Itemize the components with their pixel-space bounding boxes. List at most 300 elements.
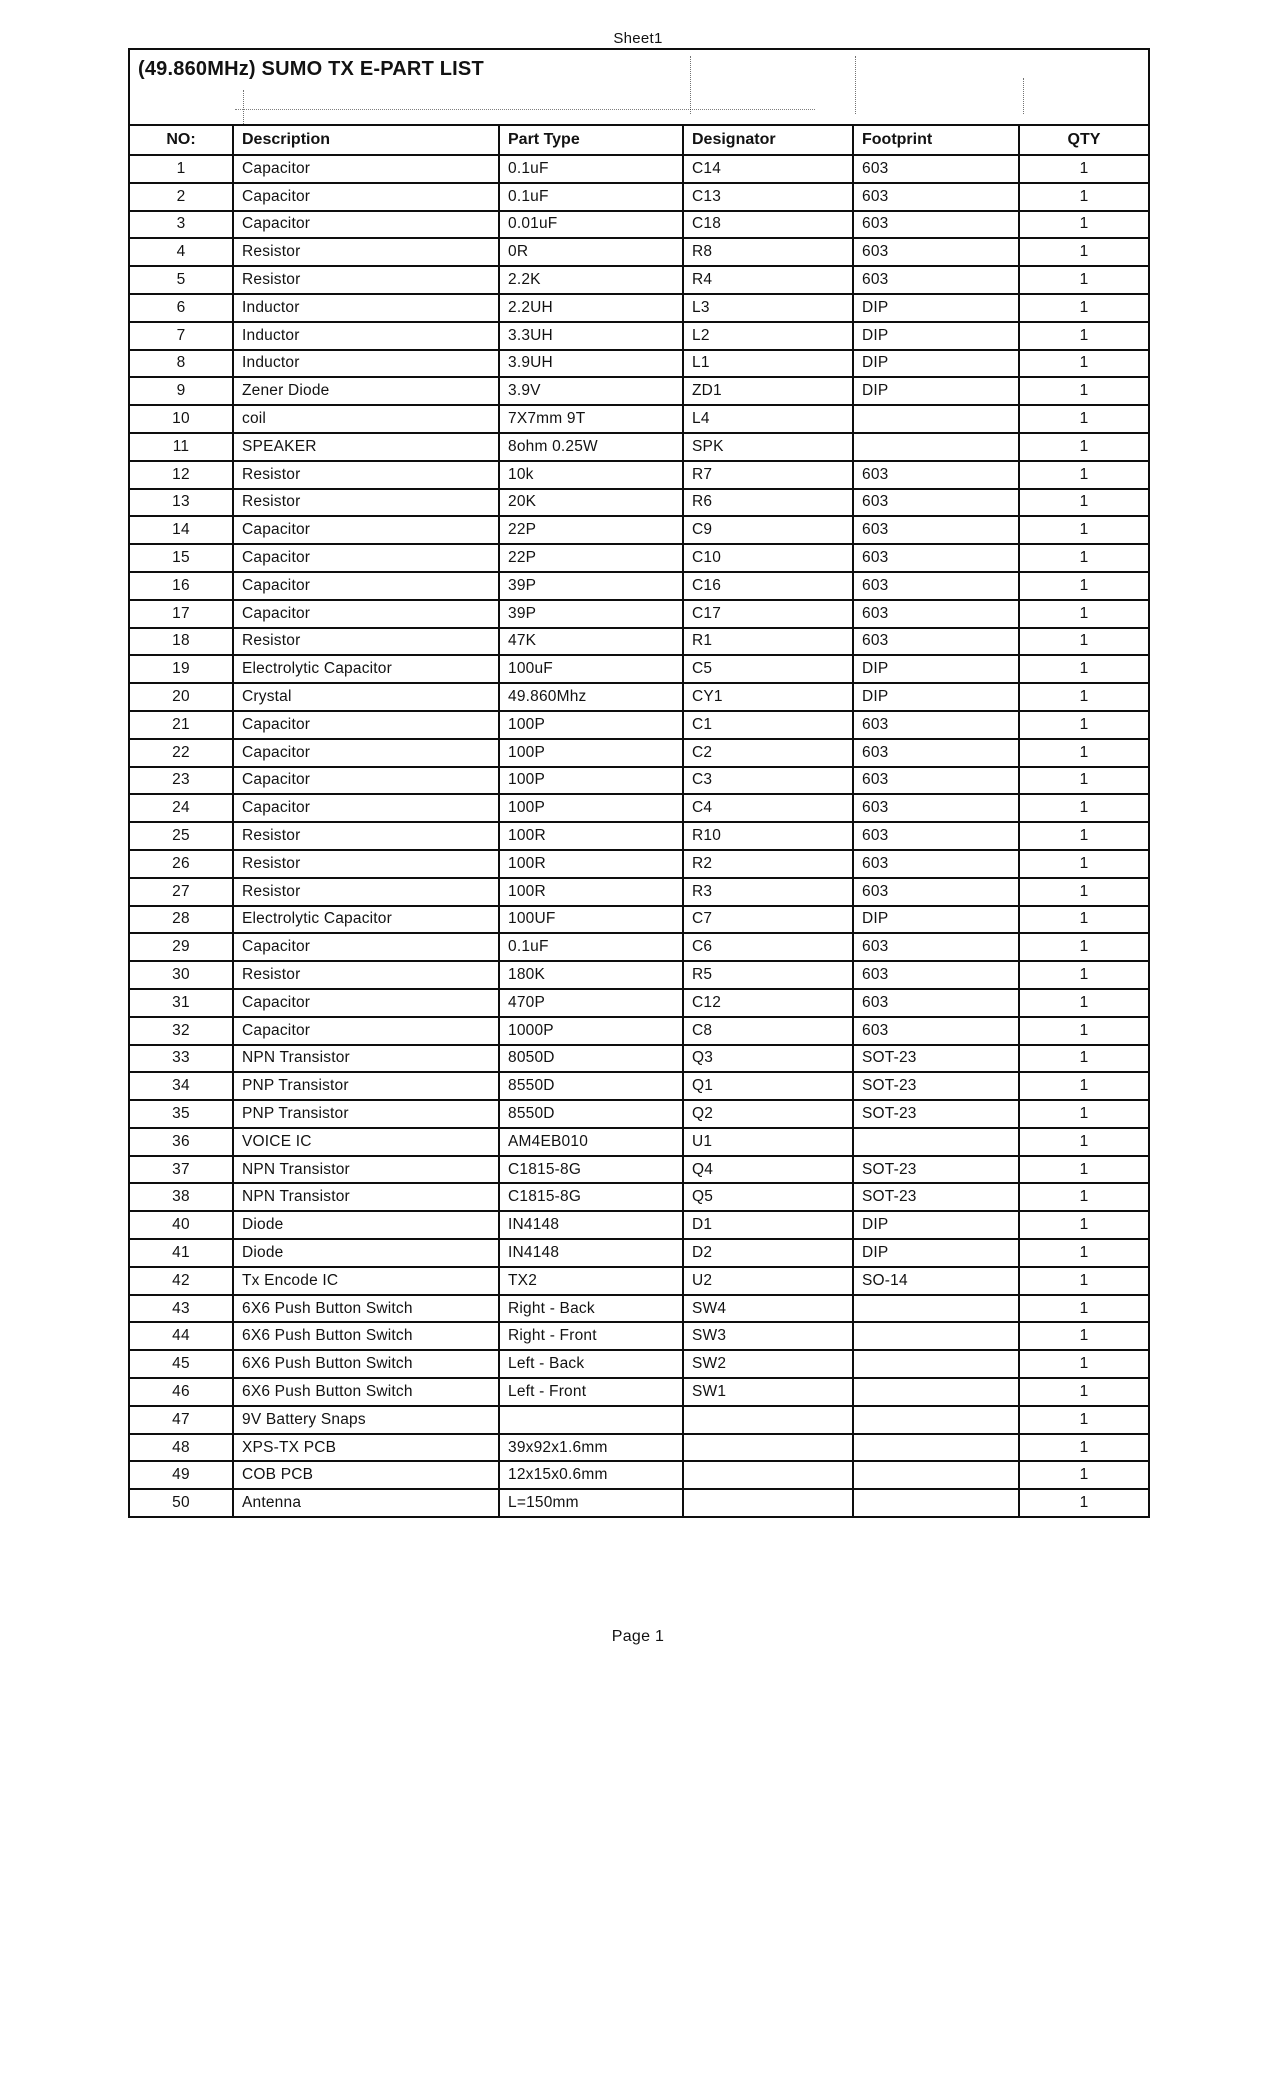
cell-qty: 1: [1019, 572, 1149, 600]
cell-qty: 1: [1019, 850, 1149, 878]
cell-designator: C12: [683, 989, 853, 1017]
table-row: [129, 767, 1149, 795]
cell-qty: 1: [1019, 377, 1149, 405]
column-header-footprint: Footprint: [853, 125, 1019, 155]
cell-footprint: 603: [853, 1017, 1019, 1045]
cell-designator: [683, 1406, 853, 1434]
cell-designator: SW4: [683, 1295, 853, 1323]
cell-part-type: Left - Front: [499, 1378, 683, 1406]
cell-part-type: [499, 1406, 683, 1434]
cell-qty: 1: [1019, 683, 1149, 711]
cell-footprint: 603: [853, 266, 1019, 294]
cell-designator: R3: [683, 878, 853, 906]
cell-no: 5: [129, 266, 233, 294]
cell-designator: C13: [683, 183, 853, 211]
cell-designator: Q5: [683, 1183, 853, 1211]
cell-footprint: 603: [853, 739, 1019, 767]
cell-qty: 1: [1019, 794, 1149, 822]
cell-designator: L3: [683, 294, 853, 322]
cell-description: Electrolytic Capacitor: [233, 906, 499, 934]
cell-footprint: DIP: [853, 1239, 1019, 1267]
cell-part-type: Right - Back: [499, 1295, 683, 1323]
cell-designator: L1: [683, 350, 853, 378]
cell-no: 10: [129, 405, 233, 433]
cell-description: Inductor: [233, 322, 499, 350]
cell-part-type: 3.9V: [499, 377, 683, 405]
cell-qty: 1: [1019, 294, 1149, 322]
cell-footprint: [853, 1406, 1019, 1434]
cell-no: 43: [129, 1295, 233, 1323]
cell-description: Capacitor: [233, 711, 499, 739]
cell-designator: Q4: [683, 1156, 853, 1184]
cell-designator: L4: [683, 405, 853, 433]
cell-footprint: DIP: [853, 294, 1019, 322]
cell-description: Resistor: [233, 850, 499, 878]
cell-qty: 1: [1019, 155, 1149, 183]
cell-no: 21: [129, 711, 233, 739]
cell-part-type: 8550D: [499, 1100, 683, 1128]
cell-no: 42: [129, 1267, 233, 1295]
cell-no: 38: [129, 1183, 233, 1211]
cell-designator: R7: [683, 461, 853, 489]
cell-description: NPN Transistor: [233, 1183, 499, 1211]
table-row: [129, 1350, 1149, 1378]
table-row: [129, 822, 1149, 850]
cell-qty: 1: [1019, 544, 1149, 572]
cell-qty: 1: [1019, 1350, 1149, 1378]
table-row: [129, 933, 1149, 961]
cell-footprint: 603: [853, 183, 1019, 211]
cell-qty: 1: [1019, 1461, 1149, 1489]
cell-part-type: TX2: [499, 1267, 683, 1295]
cell-no: 1: [129, 155, 233, 183]
cell-qty: 1: [1019, 1017, 1149, 1045]
cell-footprint: SOT-23: [853, 1045, 1019, 1073]
table-row: [129, 1211, 1149, 1239]
cell-no: 37: [129, 1156, 233, 1184]
cell-part-type: 39P: [499, 572, 683, 600]
cell-qty: 1: [1019, 1100, 1149, 1128]
cell-description: Inductor: [233, 350, 499, 378]
cell-designator: C8: [683, 1017, 853, 1045]
cell-description: Capacitor: [233, 600, 499, 628]
cell-description: Resistor: [233, 961, 499, 989]
cell-designator: C17: [683, 600, 853, 628]
page-title-text: (49.860MHz) SUMO TX E-PART LIST: [138, 58, 484, 80]
cell-description: 6X6 Push Button Switch: [233, 1322, 499, 1350]
cell-footprint: 603: [853, 628, 1019, 656]
table-row: [129, 1267, 1149, 1295]
cell-description: 6X6 Push Button Switch: [233, 1378, 499, 1406]
cell-description: SPEAKER: [233, 433, 499, 461]
cell-footprint: 603: [853, 461, 1019, 489]
cell-qty: 1: [1019, 238, 1149, 266]
cell-description: Crystal: [233, 683, 499, 711]
cell-qty: 1: [1019, 739, 1149, 767]
cell-qty: 1: [1019, 1322, 1149, 1350]
cell-no: 49: [129, 1461, 233, 1489]
table-row: [129, 322, 1149, 350]
cell-description: Capacitor: [233, 572, 499, 600]
sheet-name-label: Sheet1: [613, 30, 663, 47]
cell-qty: 1: [1019, 1156, 1149, 1184]
cell-designator: Q1: [683, 1072, 853, 1100]
cell-footprint: DIP: [853, 322, 1019, 350]
cell-footprint: DIP: [853, 350, 1019, 378]
cell-no: 19: [129, 655, 233, 683]
column-header-qty: QTY: [1019, 125, 1149, 155]
cell-qty: 1: [1019, 822, 1149, 850]
cell-designator: C3: [683, 767, 853, 795]
column-header-no: NO:: [129, 125, 233, 155]
cell-footprint: 603: [853, 238, 1019, 266]
cell-no: 31: [129, 989, 233, 1017]
cell-part-type: C1815-8G: [499, 1183, 683, 1211]
cell-footprint: 603: [853, 211, 1019, 239]
cell-description: Capacitor: [233, 516, 499, 544]
cell-description: Zener Diode: [233, 377, 499, 405]
table-row: [129, 155, 1149, 183]
cell-description: Capacitor: [233, 183, 499, 211]
table-row: [129, 1378, 1149, 1406]
cell-description: VOICE IC: [233, 1128, 499, 1156]
table-row: [129, 961, 1149, 989]
table-row: [129, 1183, 1149, 1211]
cell-designator: D2: [683, 1239, 853, 1267]
column-header-designator: Designator: [683, 125, 853, 155]
table-row: [129, 683, 1149, 711]
cell-description: Capacitor: [233, 794, 499, 822]
table-row: [129, 1461, 1149, 1489]
cell-description: 6X6 Push Button Switch: [233, 1295, 499, 1323]
cell-footprint: [853, 1295, 1019, 1323]
parts-list-table: [128, 48, 1150, 1518]
page-title: [129, 49, 1149, 125]
cell-footprint: 603: [853, 794, 1019, 822]
cell-qty: 1: [1019, 211, 1149, 239]
cell-footprint: 603: [853, 767, 1019, 795]
table-row: [129, 1239, 1149, 1267]
table-row: [129, 544, 1149, 572]
cell-footprint: DIP: [853, 906, 1019, 934]
cell-designator: SPK: [683, 433, 853, 461]
table-row: [129, 489, 1149, 517]
cell-footprint: 603: [853, 544, 1019, 572]
cell-designator: D1: [683, 1211, 853, 1239]
table-row: [129, 211, 1149, 239]
cell-footprint: DIP: [853, 683, 1019, 711]
cell-no: 33: [129, 1045, 233, 1073]
cell-footprint: SO-14: [853, 1267, 1019, 1295]
cell-no: 12: [129, 461, 233, 489]
cell-no: 4: [129, 238, 233, 266]
cell-no: 45: [129, 1350, 233, 1378]
cell-qty: 1: [1019, 1406, 1149, 1434]
cell-no: 14: [129, 516, 233, 544]
cell-part-type: 39x92x1.6mm: [499, 1434, 683, 1462]
cell-designator: ZD1: [683, 377, 853, 405]
cell-no: 18: [129, 628, 233, 656]
table-row: [129, 739, 1149, 767]
cell-qty: 1: [1019, 433, 1149, 461]
cell-part-type: 3.9UH: [499, 350, 683, 378]
table-row: [129, 266, 1149, 294]
cell-designator: C1: [683, 711, 853, 739]
cell-part-type: 1000P: [499, 1017, 683, 1045]
scan-artifact-dotted-line: [855, 56, 856, 114]
cell-footprint: DIP: [853, 1211, 1019, 1239]
cell-qty: 1: [1019, 906, 1149, 934]
cell-qty: 1: [1019, 600, 1149, 628]
cell-no: 28: [129, 906, 233, 934]
cell-description: Resistor: [233, 628, 499, 656]
cell-description: Resistor: [233, 266, 499, 294]
cell-description: Resistor: [233, 238, 499, 266]
table-row: [129, 1072, 1149, 1100]
cell-part-type: 12x15x0.6mm: [499, 1461, 683, 1489]
cell-description: PNP Transistor: [233, 1100, 499, 1128]
cell-designator: C2: [683, 739, 853, 767]
cell-description: Inductor: [233, 294, 499, 322]
cell-designator: R2: [683, 850, 853, 878]
cell-part-type: IN4148: [499, 1211, 683, 1239]
cell-footprint: [853, 1461, 1019, 1489]
cell-part-type: 10k: [499, 461, 683, 489]
cell-description: Resistor: [233, 461, 499, 489]
cell-description: Antenna: [233, 1489, 499, 1517]
cell-qty: 1: [1019, 1489, 1149, 1517]
cell-no: 26: [129, 850, 233, 878]
cell-designator: [683, 1434, 853, 1462]
cell-description: Diode: [233, 1211, 499, 1239]
cell-description: COB PCB: [233, 1461, 499, 1489]
cell-designator: R4: [683, 266, 853, 294]
table-row: [129, 989, 1149, 1017]
column-header-part-type: Part Type: [499, 125, 683, 155]
cell-qty: 1: [1019, 1434, 1149, 1462]
cell-part-type: 0.1uF: [499, 933, 683, 961]
table-row: [129, 906, 1149, 934]
table-row: [129, 1156, 1149, 1184]
cell-designator: C16: [683, 572, 853, 600]
table-row: [129, 238, 1149, 266]
cell-footprint: 603: [853, 489, 1019, 517]
cell-footprint: SOT-23: [853, 1183, 1019, 1211]
cell-no: 17: [129, 600, 233, 628]
cell-description: Diode: [233, 1239, 499, 1267]
cell-footprint: DIP: [853, 377, 1019, 405]
cell-qty: 1: [1019, 516, 1149, 544]
page-number-footer: Page 1: [611, 1628, 665, 1645]
cell-description: 6X6 Push Button Switch: [233, 1350, 499, 1378]
cell-designator: C9: [683, 516, 853, 544]
cell-designator: C18: [683, 211, 853, 239]
table-row: [129, 1322, 1149, 1350]
cell-footprint: 603: [853, 933, 1019, 961]
cell-footprint: 603: [853, 572, 1019, 600]
cell-part-type: 0.1uF: [499, 183, 683, 211]
cell-part-type: 100uF: [499, 655, 683, 683]
table-row: [129, 1017, 1149, 1045]
cell-footprint: 603: [853, 878, 1019, 906]
cell-no: 47: [129, 1406, 233, 1434]
cell-part-type: 0.01uF: [499, 211, 683, 239]
cell-description: Capacitor: [233, 767, 499, 795]
cell-part-type: 47K: [499, 628, 683, 656]
cell-description: Resistor: [233, 489, 499, 517]
cell-description: Capacitor: [233, 544, 499, 572]
cell-no: 23: [129, 767, 233, 795]
cell-footprint: 603: [853, 516, 1019, 544]
cell-part-type: 100P: [499, 711, 683, 739]
cell-qty: 1: [1019, 1267, 1149, 1295]
cell-designator: R5: [683, 961, 853, 989]
scan-artifact-dotted-line: [690, 56, 691, 114]
cell-footprint: [853, 1322, 1019, 1350]
table-row: [129, 628, 1149, 656]
cell-footprint: SOT-23: [853, 1072, 1019, 1100]
cell-designator: C10: [683, 544, 853, 572]
cell-footprint: 603: [853, 600, 1019, 628]
cell-qty: 1: [1019, 1183, 1149, 1211]
cell-qty: 1: [1019, 350, 1149, 378]
cell-qty: 1: [1019, 405, 1149, 433]
cell-footprint: [853, 433, 1019, 461]
table-row: [129, 850, 1149, 878]
cell-footprint: [853, 1350, 1019, 1378]
cell-designator: C6: [683, 933, 853, 961]
cell-footprint: 603: [853, 711, 1019, 739]
cell-part-type: 100R: [499, 878, 683, 906]
cell-no: 20: [129, 683, 233, 711]
table-row: [129, 878, 1149, 906]
cell-no: 3: [129, 211, 233, 239]
cell-qty: 1: [1019, 1211, 1149, 1239]
cell-part-type: 180K: [499, 961, 683, 989]
cell-footprint: 603: [853, 155, 1019, 183]
cell-part-type: 100P: [499, 739, 683, 767]
cell-no: 32: [129, 1017, 233, 1045]
table-row: [129, 655, 1149, 683]
cell-part-type: 8ohm 0.25W: [499, 433, 683, 461]
cell-no: 41: [129, 1239, 233, 1267]
cell-footprint: SOT-23: [853, 1156, 1019, 1184]
cell-no: 25: [129, 822, 233, 850]
cell-part-type: 49.860Mhz: [499, 683, 683, 711]
cell-footprint: [853, 1434, 1019, 1462]
scan-artifact-dotted-line: [243, 90, 244, 124]
cell-part-type: 20K: [499, 489, 683, 517]
cell-designator: [683, 1489, 853, 1517]
cell-designator: R10: [683, 822, 853, 850]
cell-qty: 1: [1019, 1378, 1149, 1406]
table-row: [129, 600, 1149, 628]
cell-part-type: 22P: [499, 544, 683, 572]
cell-designator: R1: [683, 628, 853, 656]
cell-description: Capacitor: [233, 989, 499, 1017]
table-row: [129, 1128, 1149, 1156]
table-row: [129, 1434, 1149, 1462]
cell-designator: R8: [683, 238, 853, 266]
cell-qty: 1: [1019, 711, 1149, 739]
cell-part-type: IN4148: [499, 1239, 683, 1267]
cell-designator: [683, 1461, 853, 1489]
cell-designator: CY1: [683, 683, 853, 711]
cell-no: 50: [129, 1489, 233, 1517]
cell-footprint: SOT-23: [853, 1100, 1019, 1128]
cell-description: Capacitor: [233, 211, 499, 239]
cell-no: 27: [129, 878, 233, 906]
cell-footprint: [853, 1128, 1019, 1156]
cell-qty: 1: [1019, 461, 1149, 489]
cell-no: 7: [129, 322, 233, 350]
cell-qty: 1: [1019, 767, 1149, 795]
cell-no: 35: [129, 1100, 233, 1128]
cell-description: coil: [233, 405, 499, 433]
title-row: [129, 49, 1149, 125]
cell-description: Capacitor: [233, 1017, 499, 1045]
cell-qty: 1: [1019, 322, 1149, 350]
cell-part-type: 470P: [499, 989, 683, 1017]
cell-no: 24: [129, 794, 233, 822]
cell-no: 2: [129, 183, 233, 211]
cell-part-type: 0R: [499, 238, 683, 266]
cell-no: 11: [129, 433, 233, 461]
cell-part-type: 8550D: [499, 1072, 683, 1100]
cell-no: 15: [129, 544, 233, 572]
cell-no: 6: [129, 294, 233, 322]
cell-no: 9: [129, 377, 233, 405]
cell-part-type: 2.2UH: [499, 294, 683, 322]
cell-qty: 1: [1019, 1128, 1149, 1156]
cell-designator: C4: [683, 794, 853, 822]
cell-footprint: 603: [853, 822, 1019, 850]
cell-designator: L2: [683, 322, 853, 350]
cell-no: 36: [129, 1128, 233, 1156]
cell-description: 9V Battery Snaps: [233, 1406, 499, 1434]
cell-no: 44: [129, 1322, 233, 1350]
cell-qty: 1: [1019, 1072, 1149, 1100]
cell-description: Electrolytic Capacitor: [233, 655, 499, 683]
cell-part-type: Right - Front: [499, 1322, 683, 1350]
cell-part-type: AM4EB010: [499, 1128, 683, 1156]
table-row: [129, 461, 1149, 489]
cell-part-type: C1815-8G: [499, 1156, 683, 1184]
cell-no: 46: [129, 1378, 233, 1406]
cell-description: NPN Transistor: [233, 1156, 499, 1184]
cell-description: Capacitor: [233, 933, 499, 961]
cell-part-type: 100P: [499, 767, 683, 795]
cell-part-type: 8050D: [499, 1045, 683, 1073]
cell-footprint: 603: [853, 961, 1019, 989]
table-row: [129, 794, 1149, 822]
cell-designator: C7: [683, 906, 853, 934]
cell-part-type: 100R: [499, 822, 683, 850]
cell-part-type: 2.2K: [499, 266, 683, 294]
cell-description: Resistor: [233, 822, 499, 850]
table-row: [129, 405, 1149, 433]
cell-part-type: 3.3UH: [499, 322, 683, 350]
cell-no: 13: [129, 489, 233, 517]
table-row: [129, 433, 1149, 461]
table-row: [129, 1100, 1149, 1128]
cell-qty: 1: [1019, 989, 1149, 1017]
cell-qty: 1: [1019, 878, 1149, 906]
cell-no: 40: [129, 1211, 233, 1239]
table-row: [129, 377, 1149, 405]
cell-part-type: 100R: [499, 850, 683, 878]
table-row: [129, 711, 1149, 739]
